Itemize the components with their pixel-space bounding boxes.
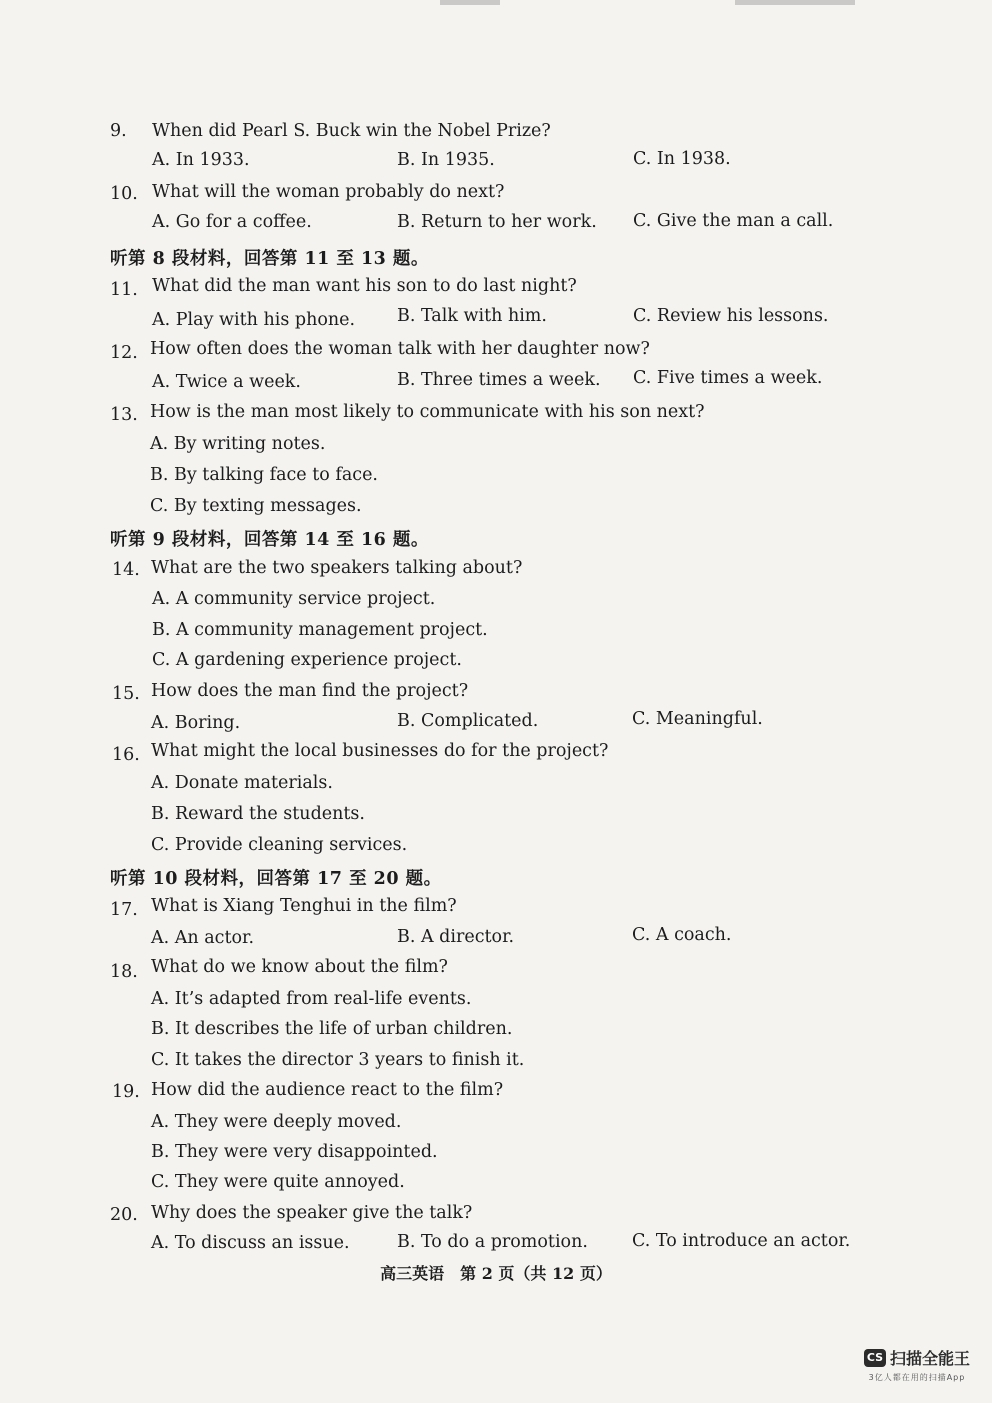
scan-edge-mark bbox=[440, 0, 500, 5]
option-b: B. A community management project. bbox=[152, 620, 488, 640]
option-c: C. To introduce an actor. bbox=[632, 1231, 851, 1251]
question-number: 11. bbox=[110, 280, 138, 300]
question-text: What is Xiang Tenghui in the film? bbox=[151, 896, 457, 916]
option-a: A. Donate materials. bbox=[151, 773, 333, 793]
option-b: B. Reward the students. bbox=[151, 804, 365, 824]
question-number: 9. bbox=[110, 121, 127, 141]
option-c: C. Give the man a call. bbox=[633, 211, 834, 231]
option-a: A. In 1933. bbox=[152, 150, 250, 170]
option-b: B. Talk with him. bbox=[397, 306, 547, 326]
brand-tagline: 3亿人都在用的扫描App bbox=[868, 1373, 966, 1382]
question-number: 20. bbox=[110, 1205, 138, 1225]
option-a: A. To discuss an issue. bbox=[151, 1233, 350, 1253]
question-number: 19. bbox=[112, 1082, 140, 1102]
option-c: C. A gardening experience project. bbox=[152, 650, 462, 670]
question-number: 14. bbox=[112, 560, 140, 580]
option-c: C. Meaningful. bbox=[632, 709, 763, 729]
option-a: A. They were deeply moved. bbox=[151, 1112, 402, 1132]
question-text: How does the man find the project? bbox=[151, 681, 469, 701]
question-number: 16. bbox=[112, 745, 140, 765]
option-c: C. In 1938. bbox=[633, 149, 731, 169]
question-number: 12. bbox=[110, 343, 138, 363]
option-c: C. A coach. bbox=[632, 925, 732, 945]
question-number: 10. bbox=[110, 184, 138, 204]
section-heading: 听第 8 段材料，回答第 11 至 13 题。 bbox=[110, 249, 429, 269]
question-text: How often does the woman talk with her daughter now? bbox=[150, 339, 650, 359]
section-heading: 听第 10 段材料，回答第 17 至 20 题。 bbox=[110, 869, 442, 889]
option-a: A. Play with his phone. bbox=[152, 310, 356, 330]
option-a: A. Twice a week. bbox=[152, 372, 301, 392]
question-number: 17. bbox=[110, 900, 138, 920]
camscanner-logo-icon: CS bbox=[864, 1349, 886, 1367]
option-b: B. A director. bbox=[397, 927, 515, 947]
section-heading: 听第 9 段材料，回答第 14 至 16 题。 bbox=[110, 530, 429, 550]
option-c: C. They were quite annoyed. bbox=[151, 1172, 405, 1192]
question-number: 15. bbox=[112, 684, 140, 704]
option-a: A. It’s adapted from real-life events. bbox=[151, 989, 472, 1009]
option-c: C. Five times a week. bbox=[633, 368, 823, 388]
question-text: What might the local businesses do for the project? bbox=[151, 741, 609, 761]
option-b: B. By talking face to face. bbox=[150, 465, 378, 485]
question-text: What did the man want his son to do last night? bbox=[152, 276, 577, 296]
option-a: A. A community service project. bbox=[152, 589, 436, 609]
scan-edge-mark bbox=[735, 0, 855, 5]
option-c: C. Review his lessons. bbox=[633, 306, 829, 326]
question-text: How did the audience react to the film? bbox=[151, 1080, 504, 1100]
question-text: What will the woman probably do next? bbox=[152, 182, 505, 202]
question-text: When did Pearl S. Buck win the Nobel Prize? bbox=[152, 121, 551, 141]
option-b: B. They were very disappointed. bbox=[151, 1142, 438, 1162]
question-number: 13. bbox=[110, 405, 138, 425]
option-a: A. By writing notes. bbox=[150, 434, 326, 454]
question-text: How is the man most likely to communicate with his son next? bbox=[150, 402, 705, 422]
page-footer: 高三英语 第 2 页（共 12 页） bbox=[380, 1264, 612, 1283]
option-a: A. Go for a coffee. bbox=[152, 212, 312, 232]
option-b: B. Three times a week. bbox=[397, 370, 601, 390]
option-a: A. Boring. bbox=[151, 713, 241, 733]
option-b: B. Return to her work. bbox=[397, 212, 597, 232]
question-text: What are the two speakers talking about? bbox=[151, 558, 523, 578]
brand-name: 扫描全能王 bbox=[889, 1349, 970, 1368]
question-text: Why does the speaker give the talk? bbox=[151, 1203, 473, 1223]
option-b: B. In 1935. bbox=[397, 150, 495, 170]
option-c: C. By texting messages. bbox=[150, 496, 362, 516]
option-b: B. It describes the life of urban children. bbox=[151, 1019, 513, 1039]
option-b: B. Complicated. bbox=[397, 711, 539, 731]
option-a: A. An actor. bbox=[151, 928, 255, 948]
option-c: C. Provide cleaning services. bbox=[151, 835, 408, 855]
question-text: What do we know about the film? bbox=[151, 957, 448, 977]
scanner-watermark bbox=[864, 1346, 970, 1383]
question-number: 18. bbox=[110, 962, 138, 982]
option-b: B. To do a promotion. bbox=[397, 1232, 588, 1252]
option-c: C. It takes the director 3 years to finish it. bbox=[151, 1050, 525, 1070]
